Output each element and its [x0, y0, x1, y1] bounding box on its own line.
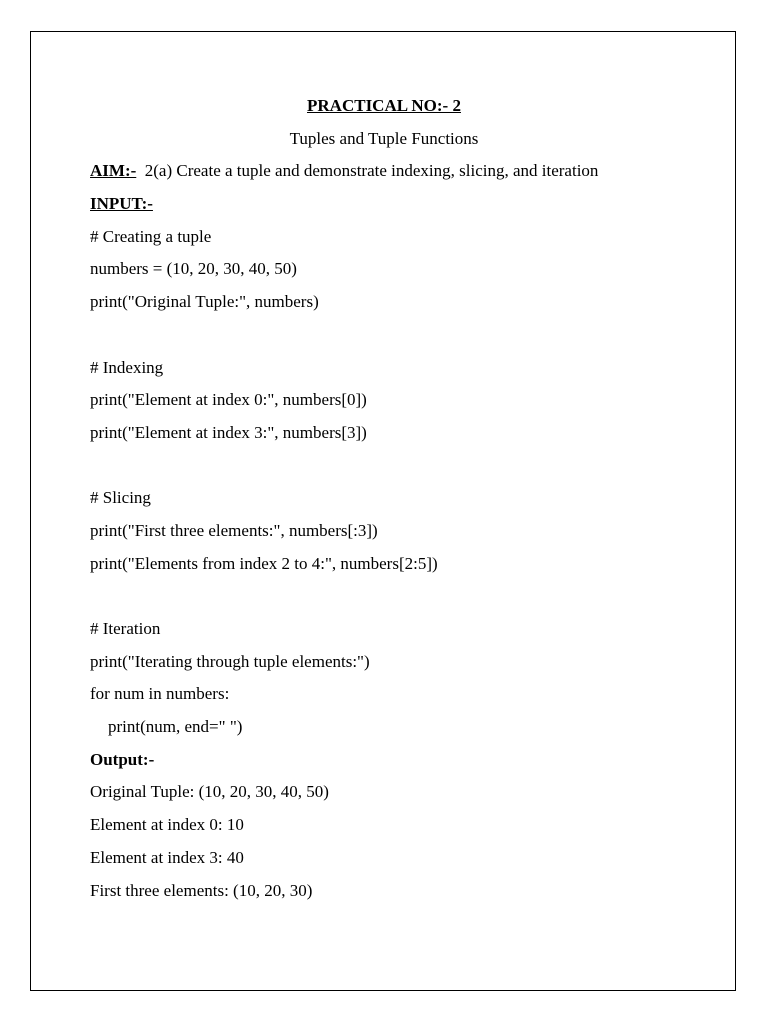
output-line: Element at index 0: 10	[90, 815, 244, 835]
code-line: print("Element at index 0:", numbers[0])	[90, 390, 367, 410]
code-line: # Iteration	[90, 619, 161, 638]
code-line-indented: print(num, end=" ")	[108, 717, 243, 737]
code-line: # Indexing	[90, 357, 164, 377]
output-line: First three elements: (10, 20, 30)	[90, 880, 313, 900]
document-content	[90, 90, 710, 907]
practical-subtitle: Tuples and Tuple Functions	[289, 128, 479, 148]
code-line: print("Iterating through tuple elements:")	[90, 651, 370, 671]
code-line: print("Element at index 3:", numbers[3])	[90, 422, 367, 442]
code-line: for num in numbers:	[90, 684, 230, 704]
aim-text: 2(a) Create a tuple and demonstrate indexing, slicing, and iteration	[144, 161, 599, 181]
output-label: Output:-	[90, 749, 155, 769]
output-line: Original Tuple: (10, 20, 30, 40, 50)	[90, 782, 329, 802]
aim-label: AIM:-	[90, 161, 137, 181]
code-line: # Creating a tuple	[90, 226, 212, 246]
code-blank-line	[90, 580, 710, 613]
code-line: print("Elements from index 2 to 4:", numbers[2:5])	[90, 553, 438, 573]
code-line: # Slicing	[90, 488, 151, 508]
code-blank-line	[90, 319, 710, 352]
code-line: numbers = (10, 20, 30, 40, 50)	[90, 259, 297, 279]
aim-line	[90, 155, 710, 188]
code-line: print("Original Tuple:", numbers)	[90, 292, 319, 312]
practical-title: PRACTICAL NO:- 2	[307, 96, 461, 115]
code-blank-line	[90, 450, 710, 483]
code-line: print("First three elements:", numbers[:3])	[90, 520, 378, 540]
output-line: Element at index 3: 40	[90, 847, 244, 867]
input-label: INPUT:-	[90, 194, 153, 214]
